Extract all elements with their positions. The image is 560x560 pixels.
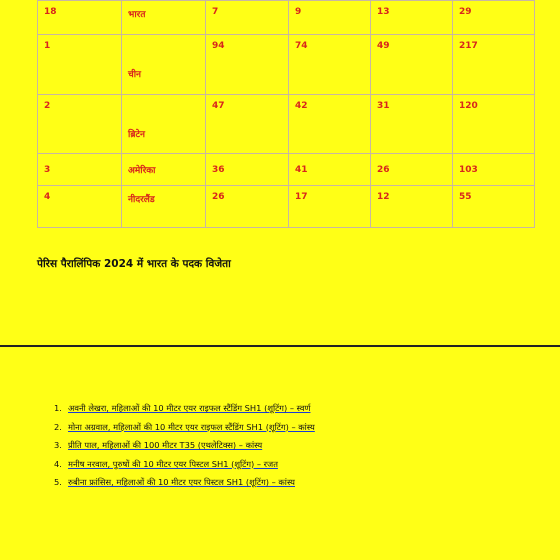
list-item[interactable] <box>54 473 315 492</box>
gold-cell: 36 <box>206 154 289 186</box>
country-cell: अमेरिका <box>122 154 206 186</box>
gold-cell: 26 <box>206 186 289 228</box>
bronze-cell: 49 <box>371 35 453 95</box>
silver-cell: 17 <box>289 186 371 228</box>
silver-cell: 74 <box>289 35 371 95</box>
gold-cell: 47 <box>206 95 289 154</box>
list-item[interactable] <box>54 418 315 437</box>
bronze-cell: 12 <box>371 186 453 228</box>
medal-table <box>37 0 535 228</box>
divider <box>0 345 560 347</box>
medal-winners-list <box>54 399 315 492</box>
winner-link[interactable]: अवनी लेखरा, महिलाओं की 10 मीटर एयर राइफल स्टैंडिंग SH1 (शूटिंग) – स्वर्ण <box>68 403 311 413</box>
country-cell: भारत <box>122 1 206 35</box>
list-item-number: 4. <box>54 458 62 469</box>
country-cell: नीदरलैंड <box>122 186 206 228</box>
bronze-cell: 26 <box>371 154 453 186</box>
bronze-cell: 31 <box>371 95 453 154</box>
table-row <box>38 35 535 95</box>
country-cell: ब्रिटेन <box>122 95 206 154</box>
total-cell: 29 <box>453 1 535 35</box>
silver-cell: 41 <box>289 154 371 186</box>
total-cell: 55 <box>453 186 535 228</box>
country-cell: चीन <box>122 35 206 95</box>
list-item[interactable] <box>54 399 315 418</box>
list-item-number: 2. <box>54 421 62 432</box>
rank-cell: 3 <box>38 154 122 186</box>
table-row <box>38 1 535 35</box>
gold-cell: 7 <box>206 1 289 35</box>
total-cell: 103 <box>453 154 535 186</box>
table-row <box>38 95 535 154</box>
list-item-number: 1. <box>54 403 62 413</box>
table-row <box>38 154 535 186</box>
rank-cell: 1 <box>38 35 122 95</box>
list-item[interactable] <box>54 436 315 455</box>
bronze-cell: 13 <box>371 1 453 35</box>
list-item-number: 5. <box>54 477 62 487</box>
silver-cell: 9 <box>289 1 371 35</box>
section-heading: पेरिस पैरालिंपिक 2024 में भारत के पदक विजेता <box>37 258 231 270</box>
table-row <box>38 186 535 228</box>
list-item[interactable] <box>54 455 315 474</box>
total-cell: 217 <box>453 35 535 95</box>
rank-cell: 4 <box>38 186 122 228</box>
winner-link[interactable]: रुबीना फ्रांसिस, महिलाओं की 10 मीटर एयर पिस्टल SH1 (शूटिंग) – कांस्य <box>68 477 295 487</box>
winner-link[interactable]: मनीष नरवाल, पुरुषों की 10 मीटर एयर पिस्टल SH1 (शूटिंग) – रजत <box>68 458 278 469</box>
total-cell: 120 <box>453 95 535 154</box>
rank-cell: 18 <box>38 1 122 35</box>
list-item-number: 3. <box>54 440 62 450</box>
winner-link[interactable]: प्रीति पाल, महिलाओं की 100 मीटर T35 (एथलेटिक्स) – कांस्य <box>68 440 263 450</box>
rank-cell: 2 <box>38 95 122 154</box>
silver-cell: 42 <box>289 95 371 154</box>
winner-link[interactable]: मोना अग्रवाल, महिलाओं की 10 मीटर एयर राइफल स्टैंडिंग SH1 (शूटिंग) – कांस्य <box>68 421 315 432</box>
gold-cell: 94 <box>206 35 289 95</box>
